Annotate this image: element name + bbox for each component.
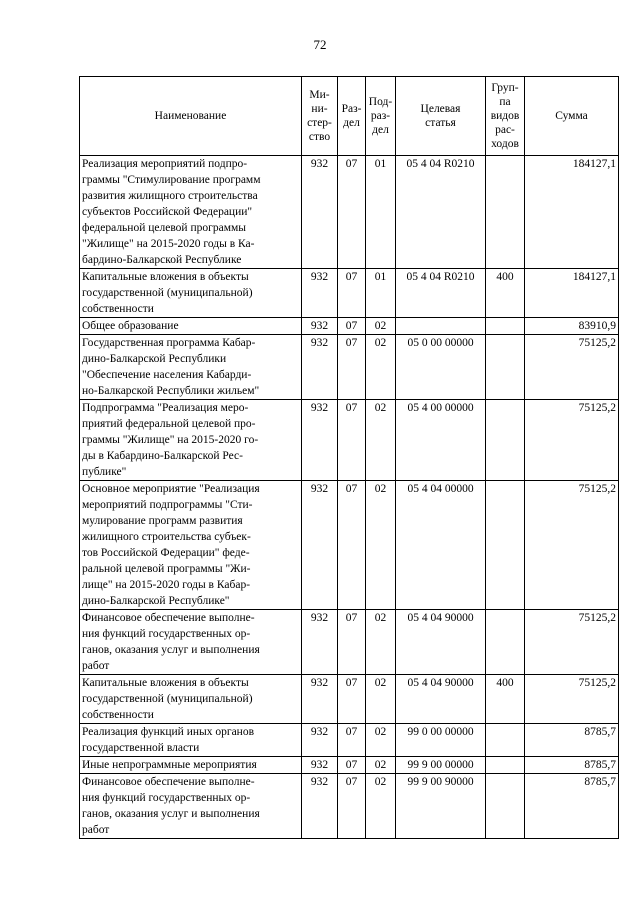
header-ministry: Ми- ни- стер- ство <box>302 77 338 156</box>
row-sum: 184127,1 <box>525 269 619 318</box>
row-sum: 8785,7 <box>525 757 619 774</box>
table-row <box>80 318 619 335</box>
header-target: Целевая статья <box>396 77 486 156</box>
row-ministry: 932 <box>302 757 338 774</box>
row-section: 07 <box>338 318 366 335</box>
row-group: 400 <box>486 269 525 318</box>
row-name: Реализация функций иных органов государственной власти <box>80 724 302 757</box>
row-group <box>486 156 525 269</box>
row-name: Капитальные вложения в объекты государственной (муниципальной) собственности <box>80 269 302 318</box>
budget-table <box>79 76 619 839</box>
row-subsection: 01 <box>366 269 396 318</box>
header-group: Груп- па видов рас- ходов <box>486 77 525 156</box>
row-ministry: 932 <box>302 269 338 318</box>
row-group <box>486 724 525 757</box>
row-name: Реализация мероприятий подпро- граммы "Стимулирование программ развития жилищного строительства субъектов Российской Федерации" федеральной целевой программы "Жилище" на 2015-2020 годы в Ка- бардино-Балкарской Республике <box>80 156 302 269</box>
table-row <box>80 675 619 724</box>
row-target: 05 4 04 90000 <box>396 610 486 675</box>
row-group <box>486 774 525 839</box>
row-subsection: 02 <box>366 774 396 839</box>
row-sum: 8785,7 <box>525 774 619 839</box>
row-name: Капитальные вложения в объекты государственной (муниципальной) собственности <box>80 675 302 724</box>
row-sum: 75125,2 <box>525 335 619 400</box>
row-ministry: 932 <box>302 675 338 724</box>
page-number: 72 <box>313 37 327 52</box>
table-row <box>80 481 619 610</box>
row-sum: 75125,2 <box>525 481 619 610</box>
row-subsection: 01 <box>366 156 396 269</box>
row-name: Государственная программа Кабар- дино-Балкарской Республики "Обеспечение населения Кабарди- но-Балкарской Республики жильем" <box>80 335 302 400</box>
table-row <box>80 774 619 839</box>
table-row <box>80 610 619 675</box>
row-subsection: 02 <box>366 481 396 610</box>
row-subsection: 02 <box>366 724 396 757</box>
row-target: 05 4 04 R0210 <box>396 156 486 269</box>
row-subsection: 02 <box>366 318 396 335</box>
row-ministry: 932 <box>302 481 338 610</box>
row-section: 07 <box>338 335 366 400</box>
row-group <box>486 318 525 335</box>
row-group <box>486 610 525 675</box>
row-ministry: 932 <box>302 156 338 269</box>
header-name: Наименование <box>80 77 302 156</box>
row-group <box>486 400 525 481</box>
row-ministry: 932 <box>302 724 338 757</box>
table-row <box>80 156 619 269</box>
row-sum: 75125,2 <box>525 675 619 724</box>
table-row <box>80 724 619 757</box>
row-section: 07 <box>338 724 366 757</box>
table-row <box>80 400 619 481</box>
row-name: Финансовое обеспечение выполне- ния функций государственных ор- ганов, оказания услуг и выполнения работ <box>80 774 302 839</box>
row-subsection: 02 <box>366 675 396 724</box>
row-target: 99 0 00 00000 <box>396 724 486 757</box>
row-target <box>396 318 486 335</box>
row-target: 99 9 00 90000 <box>396 774 486 839</box>
row-section: 07 <box>338 675 366 724</box>
row-sum: 8785,7 <box>525 724 619 757</box>
row-target: 05 4 04 90000 <box>396 675 486 724</box>
row-subsection: 02 <box>366 757 396 774</box>
row-ministry: 932 <box>302 774 338 839</box>
row-name: Подпрограмма "Реализация меро- приятий федеральной целевой про- граммы "Жилище" на 2015-2020 го- ды в Кабардино-Балкарской Рес- публике" <box>80 400 302 481</box>
row-sum: 83910,9 <box>525 318 619 335</box>
row-ministry: 932 <box>302 400 338 481</box>
row-group <box>486 481 525 610</box>
table-row <box>80 269 619 318</box>
header-sum: Сумма <box>525 77 619 156</box>
row-subsection: 02 <box>366 335 396 400</box>
row-target: 05 0 00 00000 <box>396 335 486 400</box>
row-section: 07 <box>338 757 366 774</box>
row-name: Финансовое обеспечение выполне- ния функций государственных ор- ганов, оказания услуг и выполнения работ <box>80 610 302 675</box>
table-body <box>80 156 619 839</box>
table-row <box>80 335 619 400</box>
row-name: Иные непрограммные мероприятия <box>80 757 302 774</box>
row-section: 07 <box>338 400 366 481</box>
row-target: 05 4 00 00000 <box>396 400 486 481</box>
row-group: 400 <box>486 675 525 724</box>
row-subsection: 02 <box>366 610 396 675</box>
row-sum: 75125,2 <box>525 400 619 481</box>
row-subsection: 02 <box>366 400 396 481</box>
header-section: Раз- дел <box>338 77 366 156</box>
row-name: Общее образование <box>80 318 302 335</box>
table-row <box>80 757 619 774</box>
row-group <box>486 757 525 774</box>
row-target: 05 4 04 00000 <box>396 481 486 610</box>
row-sum: 75125,2 <box>525 610 619 675</box>
row-target: 99 9 00 00000 <box>396 757 486 774</box>
header-subsection: Под- раз- дел <box>366 77 396 156</box>
row-group <box>486 335 525 400</box>
row-section: 07 <box>338 156 366 269</box>
row-target: 05 4 04 R0210 <box>396 269 486 318</box>
row-ministry: 932 <box>302 610 338 675</box>
table-header <box>80 77 619 156</box>
row-sum: 184127,1 <box>525 156 619 269</box>
row-section: 07 <box>338 269 366 318</box>
row-section: 07 <box>338 774 366 839</box>
row-ministry: 932 <box>302 318 338 335</box>
row-name: Основное мероприятие "Реализация мероприятий подпрограммы "Сти- мулирование программ развития жилищного строительства субъек- тов Российской Федерации" феде- ральной целевой программы "Жи- лище" на 2015-2020 годы в Кабар- дино-Балкарской Республике" <box>80 481 302 610</box>
row-section: 07 <box>338 481 366 610</box>
header-row <box>80 77 619 156</box>
row-section: 07 <box>338 610 366 675</box>
row-ministry: 932 <box>302 335 338 400</box>
